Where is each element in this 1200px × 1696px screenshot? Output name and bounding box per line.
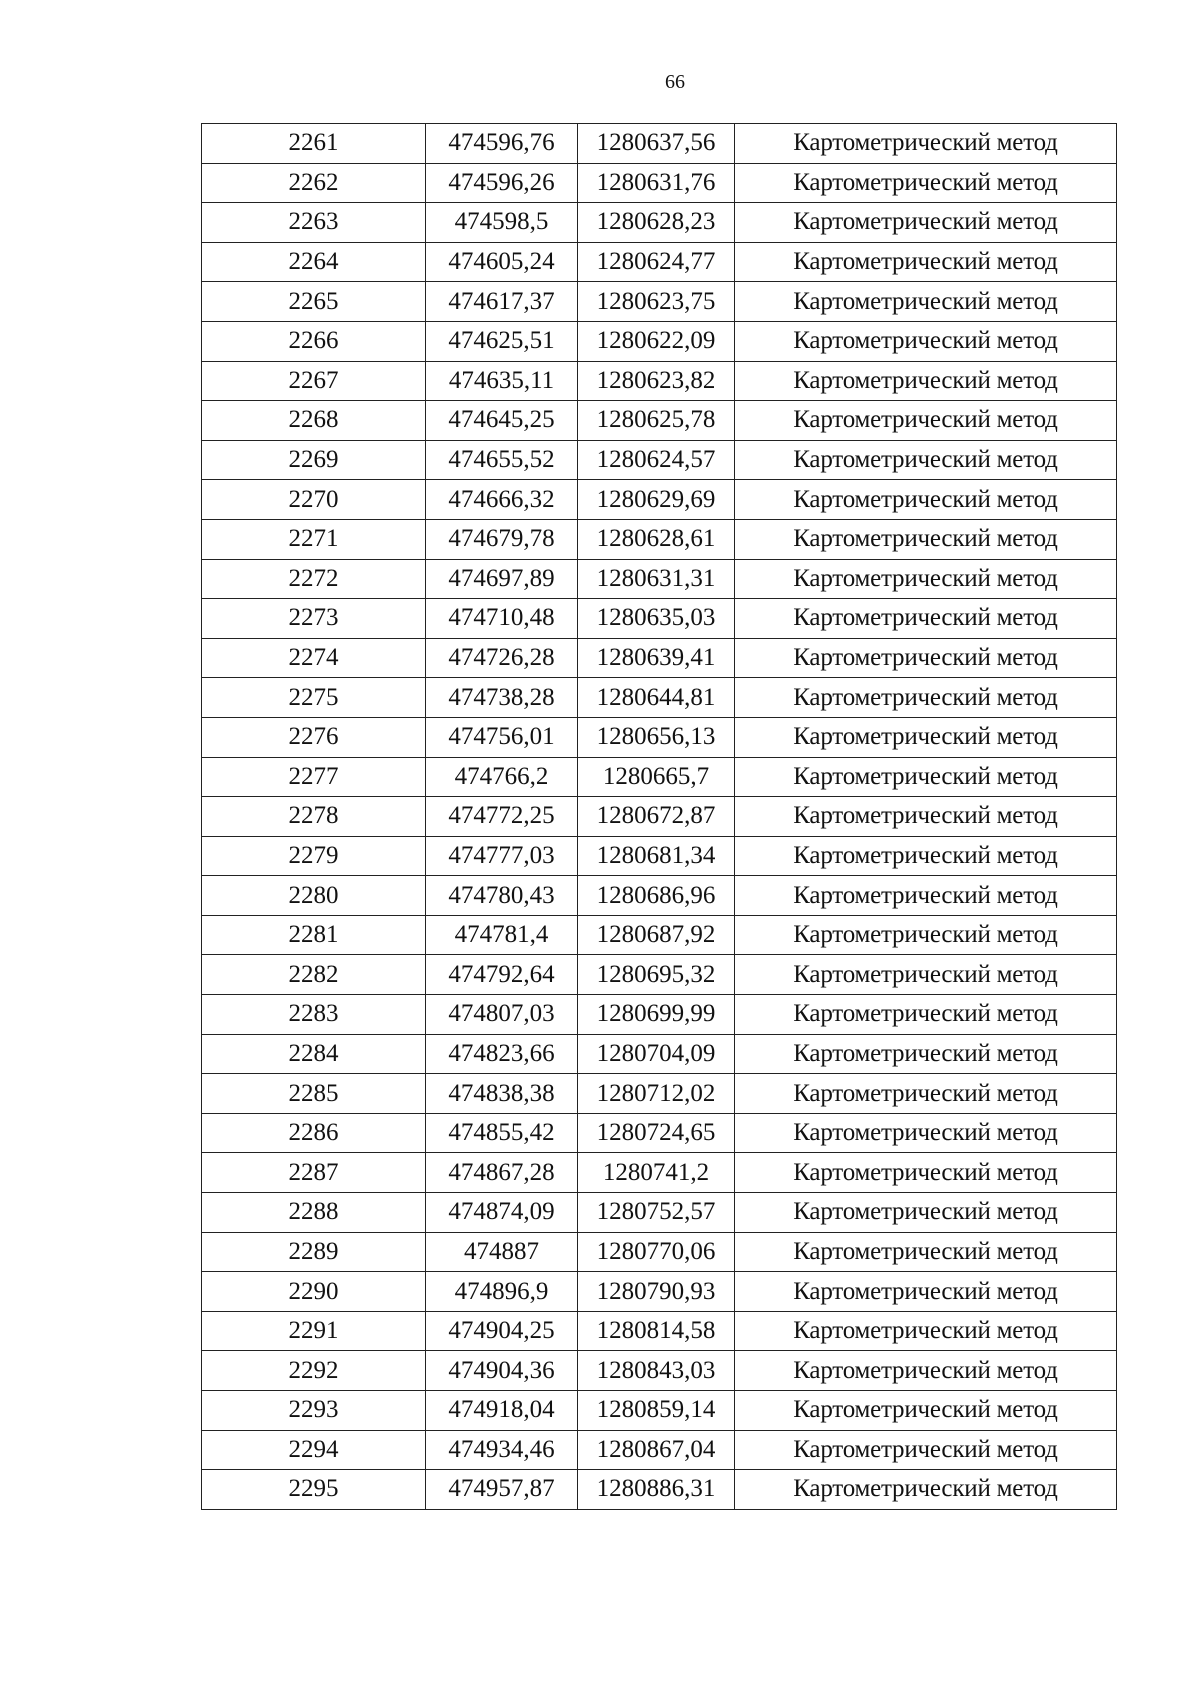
x-coordinate-cell: 474918,04 — [426, 1391, 578, 1431]
method-cell: Картометрический метод — [735, 995, 1117, 1035]
y-coordinate-cell: 1280686,96 — [578, 876, 735, 916]
x-coordinate-cell: 474957,87 — [426, 1470, 578, 1510]
y-coordinate-cell: 1280628,61 — [578, 519, 735, 559]
table-row — [202, 1193, 1117, 1233]
table-row — [202, 1391, 1117, 1431]
x-coordinate-cell: 474867,28 — [426, 1153, 578, 1193]
point-number-cell: 2281 — [202, 915, 426, 955]
point-number-cell: 2277 — [202, 757, 426, 797]
table-row — [202, 1153, 1117, 1193]
y-coordinate-cell: 1280741,2 — [578, 1153, 735, 1193]
y-coordinate-cell: 1280623,82 — [578, 361, 735, 401]
point-number-cell: 2284 — [202, 1034, 426, 1074]
point-number-cell: 2279 — [202, 836, 426, 876]
method-cell: Картометрический метод — [735, 836, 1117, 876]
point-number-cell: 2273 — [202, 599, 426, 639]
x-coordinate-cell: 474738,28 — [426, 678, 578, 718]
method-cell: Картометрический метод — [735, 876, 1117, 916]
method-cell: Картометрический метод — [735, 1034, 1117, 1074]
x-coordinate-cell: 474934,46 — [426, 1430, 578, 1470]
x-coordinate-cell: 474726,28 — [426, 638, 578, 678]
y-coordinate-cell: 1280770,06 — [578, 1232, 735, 1272]
x-coordinate-cell: 474792,64 — [426, 955, 578, 995]
point-number-cell: 2271 — [202, 519, 426, 559]
table-row — [202, 757, 1117, 797]
y-coordinate-cell: 1280687,92 — [578, 915, 735, 955]
table-row — [202, 559, 1117, 599]
point-number-cell: 2287 — [202, 1153, 426, 1193]
point-number-cell: 2265 — [202, 282, 426, 322]
x-coordinate-cell: 474756,01 — [426, 717, 578, 757]
x-coordinate-cell: 474617,37 — [426, 282, 578, 322]
method-cell: Картометрический метод — [735, 203, 1117, 243]
x-coordinate-cell: 474645,25 — [426, 401, 578, 441]
y-coordinate-cell: 1280867,04 — [578, 1430, 735, 1470]
method-cell: Картометрический метод — [735, 321, 1117, 361]
method-cell: Картометрический метод — [735, 797, 1117, 837]
point-number-cell: 2285 — [202, 1074, 426, 1114]
table-row — [202, 1034, 1117, 1074]
x-coordinate-cell: 474904,25 — [426, 1311, 578, 1351]
point-number-cell: 2269 — [202, 440, 426, 480]
y-coordinate-cell: 1280724,65 — [578, 1113, 735, 1153]
x-coordinate-cell: 474679,78 — [426, 519, 578, 559]
x-coordinate-cell: 474625,51 — [426, 321, 578, 361]
method-cell: Картометрический метод — [735, 915, 1117, 955]
method-cell: Картометрический метод — [735, 1232, 1117, 1272]
table-row — [202, 124, 1117, 164]
method-cell: Картометрический метод — [735, 1074, 1117, 1114]
y-coordinate-cell: 1280625,78 — [578, 401, 735, 441]
y-coordinate-cell: 1280624,77 — [578, 242, 735, 282]
x-coordinate-cell: 474666,32 — [426, 480, 578, 520]
point-number-cell: 2294 — [202, 1430, 426, 1470]
table-row — [202, 638, 1117, 678]
method-cell: Картометрический метод — [735, 480, 1117, 520]
method-cell: Картометрический метод — [735, 163, 1117, 203]
x-coordinate-cell: 474887 — [426, 1232, 578, 1272]
point-number-cell: 2283 — [202, 995, 426, 1035]
table-row — [202, 1232, 1117, 1272]
point-number-cell: 2292 — [202, 1351, 426, 1391]
method-cell: Картометрический метод — [735, 242, 1117, 282]
table-row — [202, 163, 1117, 203]
table-row — [202, 1074, 1117, 1114]
x-coordinate-cell: 474807,03 — [426, 995, 578, 1035]
point-number-cell: 2288 — [202, 1193, 426, 1233]
method-cell: Картометрический метод — [735, 519, 1117, 559]
table-row — [202, 955, 1117, 995]
x-coordinate-cell: 474635,11 — [426, 361, 578, 401]
table-row — [202, 1351, 1117, 1391]
y-coordinate-cell: 1280656,13 — [578, 717, 735, 757]
table-row — [202, 876, 1117, 916]
method-cell: Картометрический метод — [735, 717, 1117, 757]
x-coordinate-cell: 474596,26 — [426, 163, 578, 203]
point-number-cell: 2274 — [202, 638, 426, 678]
table-row — [202, 321, 1117, 361]
x-coordinate-cell: 474781,4 — [426, 915, 578, 955]
method-cell: Картометрический метод — [735, 757, 1117, 797]
y-coordinate-cell: 1280859,14 — [578, 1391, 735, 1431]
x-coordinate-cell: 474605,24 — [426, 242, 578, 282]
point-number-cell: 2293 — [202, 1391, 426, 1431]
method-cell: Картометрический метод — [735, 559, 1117, 599]
y-coordinate-cell: 1280712,02 — [578, 1074, 735, 1114]
x-coordinate-cell: 474855,42 — [426, 1113, 578, 1153]
point-number-cell: 2268 — [202, 401, 426, 441]
method-cell: Картометрический метод — [735, 1351, 1117, 1391]
point-number-cell: 2261 — [202, 124, 426, 164]
method-cell: Картометрический метод — [735, 440, 1117, 480]
point-number-cell: 2272 — [202, 559, 426, 599]
table-row — [202, 1113, 1117, 1153]
table-row — [202, 797, 1117, 837]
y-coordinate-cell: 1280644,81 — [578, 678, 735, 718]
point-number-cell: 2276 — [202, 717, 426, 757]
x-coordinate-cell: 474874,09 — [426, 1193, 578, 1233]
method-cell: Картометрический метод — [735, 1113, 1117, 1153]
method-cell: Картометрический метод — [735, 124, 1117, 164]
method-cell: Картометрический метод — [735, 1272, 1117, 1312]
y-coordinate-cell: 1280790,93 — [578, 1272, 735, 1312]
table-row — [202, 678, 1117, 718]
page-number: 66 — [665, 71, 685, 93]
x-coordinate-cell: 474598,5 — [426, 203, 578, 243]
y-coordinate-cell: 1280631,76 — [578, 163, 735, 203]
method-cell: Картометрический метод — [735, 1153, 1117, 1193]
point-number-cell: 2266 — [202, 321, 426, 361]
x-coordinate-cell: 474838,38 — [426, 1074, 578, 1114]
point-number-cell: 2278 — [202, 797, 426, 837]
method-cell: Картометрический метод — [735, 638, 1117, 678]
table-row — [202, 915, 1117, 955]
point-number-cell: 2263 — [202, 203, 426, 243]
table-row — [202, 1311, 1117, 1351]
method-cell: Картометрический метод — [735, 599, 1117, 639]
table-row — [202, 282, 1117, 322]
x-coordinate-cell: 474780,43 — [426, 876, 578, 916]
x-coordinate-cell: 474596,76 — [426, 124, 578, 164]
method-cell: Картометрический метод — [735, 401, 1117, 441]
table-row — [202, 203, 1117, 243]
y-coordinate-cell: 1280637,56 — [578, 124, 735, 164]
point-number-cell: 2289 — [202, 1232, 426, 1272]
table-row — [202, 836, 1117, 876]
y-coordinate-cell: 1280695,32 — [578, 955, 735, 995]
method-cell: Картометрический метод — [735, 1193, 1117, 1233]
method-cell: Картометрический метод — [735, 1430, 1117, 1470]
table-row — [202, 995, 1117, 1035]
y-coordinate-cell: 1280672,87 — [578, 797, 735, 837]
point-number-cell: 2280 — [202, 876, 426, 916]
x-coordinate-cell: 474710,48 — [426, 599, 578, 639]
method-cell: Картометрический метод — [735, 678, 1117, 718]
table-row — [202, 440, 1117, 480]
y-coordinate-cell: 1280886,31 — [578, 1470, 735, 1510]
y-coordinate-cell: 1280639,41 — [578, 638, 735, 678]
point-number-cell: 2282 — [202, 955, 426, 995]
y-coordinate-cell: 1280752,57 — [578, 1193, 735, 1233]
x-coordinate-cell: 474823,66 — [426, 1034, 578, 1074]
table-row — [202, 1430, 1117, 1470]
x-coordinate-cell: 474904,36 — [426, 1351, 578, 1391]
point-number-cell: 2267 — [202, 361, 426, 401]
x-coordinate-cell: 474772,25 — [426, 797, 578, 837]
method-cell: Картометрический метод — [735, 361, 1117, 401]
method-cell: Картометрический метод — [735, 282, 1117, 322]
x-coordinate-cell: 474766,2 — [426, 757, 578, 797]
y-coordinate-cell: 1280635,03 — [578, 599, 735, 639]
point-number-cell: 2291 — [202, 1311, 426, 1351]
x-coordinate-cell: 474655,52 — [426, 440, 578, 480]
x-coordinate-cell: 474777,03 — [426, 836, 578, 876]
y-coordinate-cell: 1280704,09 — [578, 1034, 735, 1074]
y-coordinate-cell: 1280814,58 — [578, 1311, 735, 1351]
method-cell: Картометрический метод — [735, 1311, 1117, 1351]
table-row — [202, 1470, 1117, 1510]
coordinates-table — [201, 123, 1117, 1510]
y-coordinate-cell: 1280665,7 — [578, 757, 735, 797]
x-coordinate-cell: 474896,9 — [426, 1272, 578, 1312]
y-coordinate-cell: 1280631,31 — [578, 559, 735, 599]
y-coordinate-cell: 1280629,69 — [578, 480, 735, 520]
table-row — [202, 717, 1117, 757]
method-cell: Картометрический метод — [735, 1391, 1117, 1431]
y-coordinate-cell: 1280624,57 — [578, 440, 735, 480]
table-row — [202, 480, 1117, 520]
table-row — [202, 599, 1117, 639]
coordinates-table-body — [202, 124, 1117, 1510]
y-coordinate-cell: 1280623,75 — [578, 282, 735, 322]
point-number-cell: 2270 — [202, 480, 426, 520]
table-row — [202, 519, 1117, 559]
table-row — [202, 361, 1117, 401]
point-number-cell: 2264 — [202, 242, 426, 282]
method-cell: Картометрический метод — [735, 1470, 1117, 1510]
y-coordinate-cell: 1280628,23 — [578, 203, 735, 243]
point-number-cell: 2290 — [202, 1272, 426, 1312]
table-row — [202, 242, 1117, 282]
y-coordinate-cell: 1280843,03 — [578, 1351, 735, 1391]
x-coordinate-cell: 474697,89 — [426, 559, 578, 599]
point-number-cell: 2286 — [202, 1113, 426, 1153]
y-coordinate-cell: 1280681,34 — [578, 836, 735, 876]
point-number-cell: 2275 — [202, 678, 426, 718]
table-row — [202, 1272, 1117, 1312]
y-coordinate-cell: 1280622,09 — [578, 321, 735, 361]
table-row — [202, 401, 1117, 441]
point-number-cell: 2295 — [202, 1470, 426, 1510]
y-coordinate-cell: 1280699,99 — [578, 995, 735, 1035]
method-cell: Картометрический метод — [735, 955, 1117, 995]
point-number-cell: 2262 — [202, 163, 426, 203]
